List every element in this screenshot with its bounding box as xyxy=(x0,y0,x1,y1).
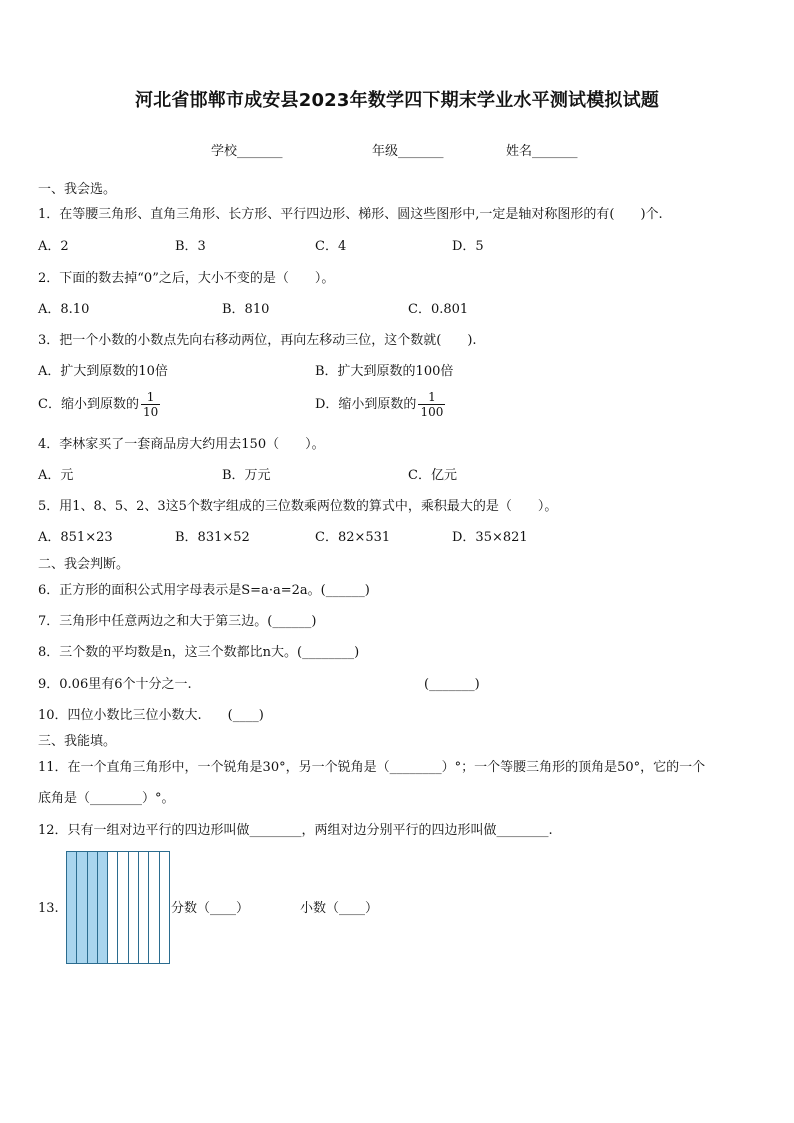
q2-option-b[interactable]: B．810 xyxy=(222,302,270,317)
question-6[interactable]: 6．正方形的面积公式用字母表示是S=a·a=2a。(______) xyxy=(38,583,370,598)
q1-option-a[interactable]: A．2 xyxy=(38,239,69,254)
q3-option-c[interactable] xyxy=(38,390,160,419)
question-7[interactable]: 7．三角形中任意两边之和大于第三边。(______) xyxy=(38,614,317,629)
question-9: 9．0.06里有6个十分之一. xyxy=(38,677,192,692)
q4-option-b[interactable]: B．万元 xyxy=(222,468,271,483)
question-13-label: 13. xyxy=(38,901,59,916)
section-heading-choice: 一、我会选。 xyxy=(38,182,117,197)
grid-cell-empty xyxy=(108,852,118,963)
q2-option-a[interactable]: A．8.10 xyxy=(38,302,90,317)
q3-option-d-label: D．缩小到原数的 xyxy=(315,397,417,412)
question-12[interactable]: 12．只有一组对边平行的四边形叫做________，两组对边分别平行的四边形叫做________. xyxy=(38,823,553,838)
fraction-denominator: 100 xyxy=(420,405,444,419)
page-title: 河北省邯郸市成安县2023年数学四下期末学业水平测试模拟试题 xyxy=(134,90,660,111)
section-heading-judge: 二、我会判断。 xyxy=(38,557,130,572)
question-10[interactable]: 10．四位小数比三位小数大. (____) xyxy=(38,708,264,723)
question-2: 2．下面的数去掉“0”之后，大小不变的是（ ）。 xyxy=(38,271,335,286)
q5-option-b[interactable]: B．831×52 xyxy=(175,530,250,545)
fraction-numerator: 1 xyxy=(146,390,155,404)
fraction-denominator: 10 xyxy=(142,405,159,419)
grid-cell-shaded xyxy=(88,852,98,963)
q9-answer-blank[interactable]: (_______) xyxy=(424,677,480,692)
question-4: 4．李林家买了一套商品房大约用去150（ ）。 xyxy=(38,437,325,452)
q4-option-c[interactable]: C．亿元 xyxy=(408,468,457,483)
grid-cell-shaded xyxy=(67,852,77,963)
grid-cell-empty xyxy=(118,852,128,963)
q3-option-b[interactable]: B．扩大到原数的100倍 xyxy=(315,364,454,379)
school-field[interactable]: 学校_______ xyxy=(211,144,283,159)
question-3: 3．把一个小数的小数点先向右移动两位，再向左移动三位，这个数就( ). xyxy=(38,333,477,348)
fraction-numerator: 1 xyxy=(428,390,436,404)
name-field[interactable]: 姓名_______ xyxy=(506,144,578,159)
grade-field[interactable]: 年级_______ xyxy=(372,144,444,159)
q5-option-d[interactable]: D．35×821 xyxy=(452,530,528,545)
question-1: 1．在等腰三角形、直角三角形、长方形、平行四边形、梯形、圆这些图形中,一定是轴对称图形的有( )个. xyxy=(38,207,663,222)
q1-option-c[interactable]: C．4 xyxy=(315,239,347,254)
grid-cell-empty xyxy=(149,852,159,963)
q3-option-a[interactable]: A．扩大到原数的10倍 xyxy=(38,364,168,379)
grid-cell-shaded xyxy=(98,852,108,963)
q13-decimal-blank[interactable]: 小数（____） xyxy=(300,901,379,916)
q4-option-a[interactable]: A．元 xyxy=(38,468,74,483)
question-8[interactable]: 8．三个数的平均数是n，这三个数都比n大。(________) xyxy=(38,645,360,660)
q5-option-a[interactable]: A．851×23 xyxy=(38,530,113,545)
section-heading-fill: 三、我能填。 xyxy=(38,734,117,749)
q3-option-c-fraction xyxy=(141,390,160,419)
shaded-grid-figure xyxy=(66,851,170,964)
question-11-line-1[interactable]: 11．在一个直角三角形中，一个锐角是30°，另一个锐角是（________）°；一个等腰三角形的顶角是50°，它的一个 xyxy=(38,760,706,775)
q3-option-c-label: C．缩小到原数的 xyxy=(38,397,139,412)
q3-option-d-fraction xyxy=(418,390,445,419)
q3-option-d[interactable] xyxy=(315,390,445,419)
q1-option-b[interactable]: B．3 xyxy=(175,239,206,254)
grid-cell-empty xyxy=(160,852,169,963)
q5-option-c[interactable]: C．82×531 xyxy=(315,530,391,545)
question-11-line-2[interactable]: 底角是（________）°。 xyxy=(38,791,175,806)
grid-cell-empty xyxy=(129,852,139,963)
grid-cell-shaded xyxy=(77,852,87,963)
question-5: 5．用1、8、5、2、3这5个数字组成的三位数乘两位数的算式中，乘积最大的是（ ）。 xyxy=(38,499,558,514)
grid-cell-empty xyxy=(139,852,149,963)
q1-option-d[interactable]: D．5 xyxy=(452,239,484,254)
q13-fraction-blank[interactable]: 分数（____） xyxy=(171,901,250,916)
q2-option-c[interactable]: C．0.801 xyxy=(408,302,469,317)
